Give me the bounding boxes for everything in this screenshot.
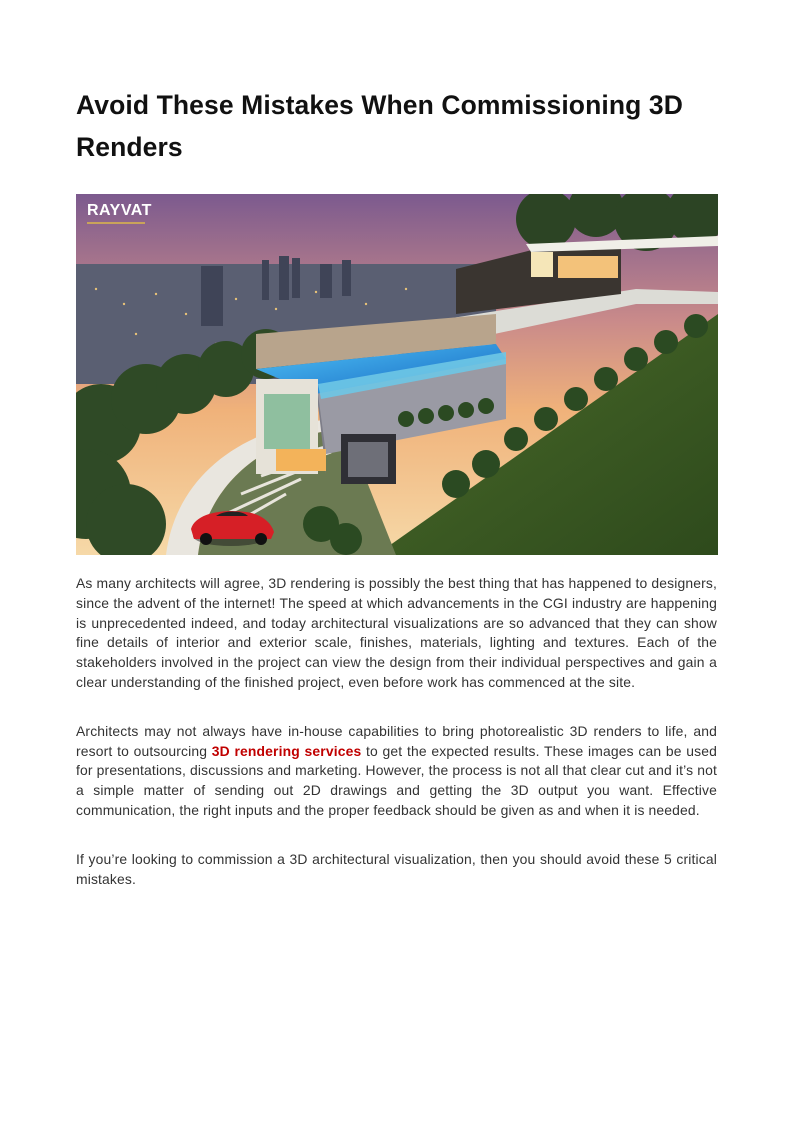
rendering-services-link[interactable]: 3D rendering services	[211, 742, 362, 759]
logo-text: RAYVAT	[87, 202, 152, 219]
paragraph-outsourcing-after: to get the expected results. These images can be used for presentations, discussions and marketing. However, the process is not all that clear cut and it’s not a simple matter of sending out 2D drawings and getting the 3D output you want. Effective communication, the right inputs and the proper feedback should be given as and when it is needed.	[76, 742, 717, 818]
paragraph-mistakes: If you’re looking to commission a 3D architectural visualization, then you should avoid these 5 critical mistakes.	[76, 850, 717, 887]
house-render-icon	[76, 194, 718, 555]
paragraph-intro: As many architects will agree, 3D rendering is possibly the best thing that has happened to designers, since the advent of the internet! The speed at which advancements in the CGI industry are happening is unprecedented indeed, and today architectural visualizations are so advanced that they can show fine details of interior and exterior scale, finishes, materials, lighting and textures. Each of the stakeholders involved in the project can view the design from their individual perspectives and gain a clear understanding of the finished project, even before work has commenced at the site.	[76, 575, 717, 690]
page-title: Avoid These Mistakes When Commissioning 3D Renders	[76, 90, 683, 162]
paragraph-outsourcing	[76, 722, 717, 821]
rayvat-logo	[87, 202, 152, 224]
hero-image	[76, 194, 718, 555]
logo-underline	[87, 222, 145, 224]
paragraph-outsourcing-before: Architects may not always have in-house capabilities to bring photorealistic 3D renders to life, and resort to outsourcing	[76, 722, 717, 759]
